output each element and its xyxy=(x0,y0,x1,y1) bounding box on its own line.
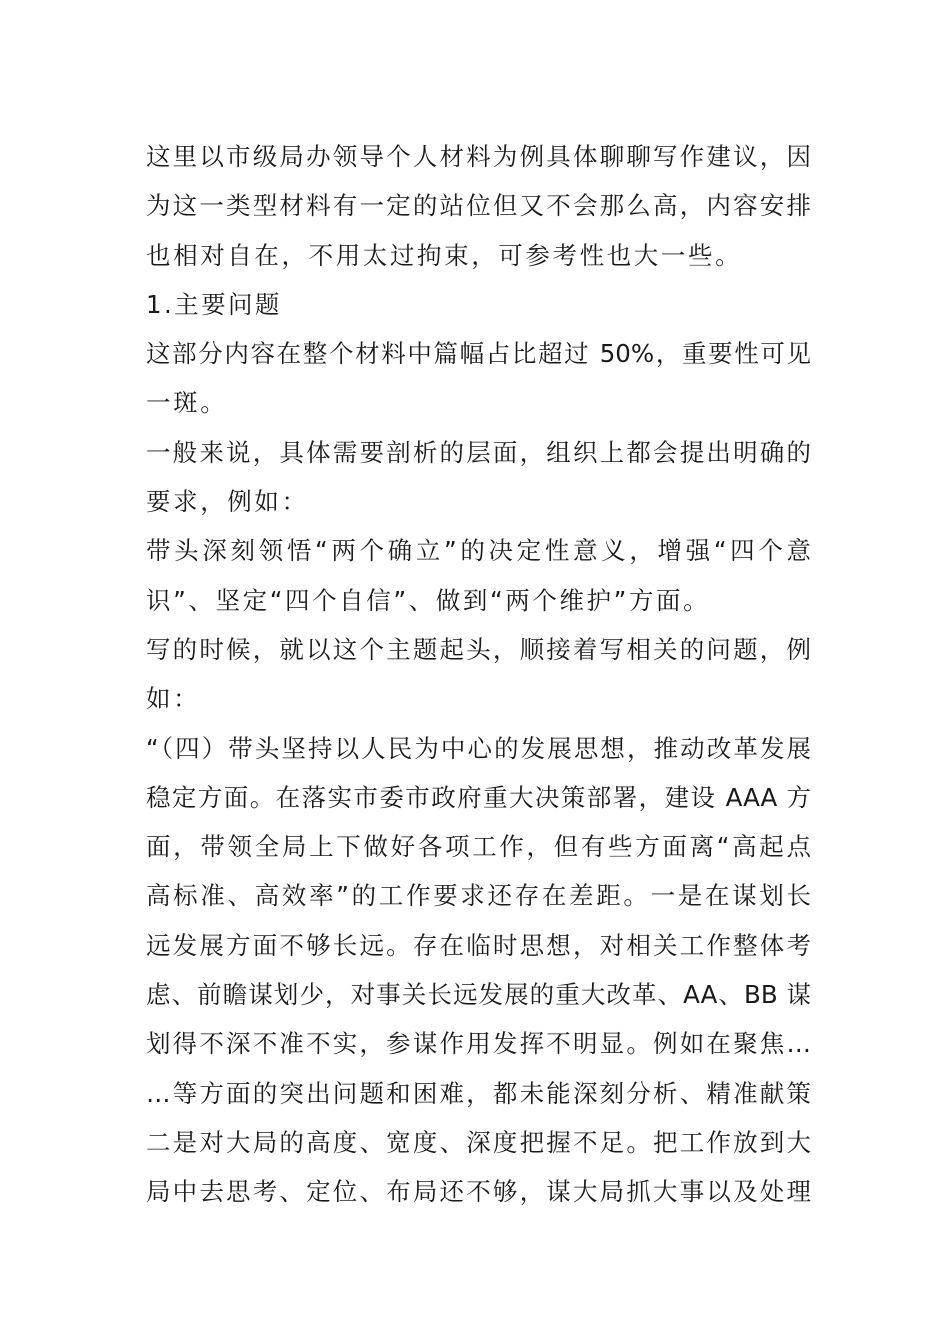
text-line: 高标准、高效率”的工作要求还存在差距。一是在谋划长 xyxy=(146,881,811,911)
text-line: 写的时候，就以这个主题起头，顺接着写相关的问题，例 xyxy=(146,634,811,664)
text-line: 也相对自在，不用太过拘束，可参考性也大一些。 xyxy=(146,240,743,270)
text-line: 远发展方面不够长远。存在临时思想，对相关工作整体考 xyxy=(146,930,811,960)
text-line: 要求，例如： xyxy=(146,487,309,517)
text-line: 二是对大局的高度、宽度、深度把握不足。把工作放到大 xyxy=(146,1127,811,1157)
text-line: 这部分内容在整个材料中篇幅占比超过 50%，重要性可见 xyxy=(146,339,811,369)
text-line: 这里以市级局办领导个人材料为例具体聊聊写作建议，因 xyxy=(146,142,811,171)
text-line: 一般来说，具体需要剖析的层面，组织上都会提出明确的 xyxy=(146,437,811,467)
text-line: 局中去思考、定位、布局还不够，谋大局抓大事以及处理 xyxy=(146,1177,811,1207)
text-line: 虑、前瞻谋划少，对事关长远发展的重大改革、AA、BB 谋 xyxy=(146,980,811,1010)
text-line: …等方面的突出问题和困难，都未能深刻分析、精准献策 xyxy=(146,1078,811,1108)
text-line: 带头深刻领悟“两个确立”的决定性意义，增强“四个意 xyxy=(146,536,811,566)
text-line: 为这一类型材料有一定的站位但又不会那么高，内容安排 xyxy=(146,191,811,221)
section-heading: 1.主要问题 xyxy=(146,289,282,319)
text-line: 一斑。 xyxy=(146,388,228,418)
text-line: 稳定方面。在落实市委市政府重大决策部署，建设 AAA 方 xyxy=(146,782,811,812)
text-line: 如： xyxy=(146,684,201,714)
text-line: 面，带领全局上下做好各项工作，但有些方面离“高起点 xyxy=(146,832,811,862)
text-line: 识”、坚定“四个自信”、做到“两个维护”方面。 xyxy=(146,585,711,615)
text-line: “（四）带头坚持以人民为中心的发展思想，推动改革发展 xyxy=(146,733,811,763)
document-body xyxy=(146,132,811,1217)
text-line: 划得不深不准不实，参谋作用发挥不明显。例如在聚焦… xyxy=(146,1029,811,1059)
